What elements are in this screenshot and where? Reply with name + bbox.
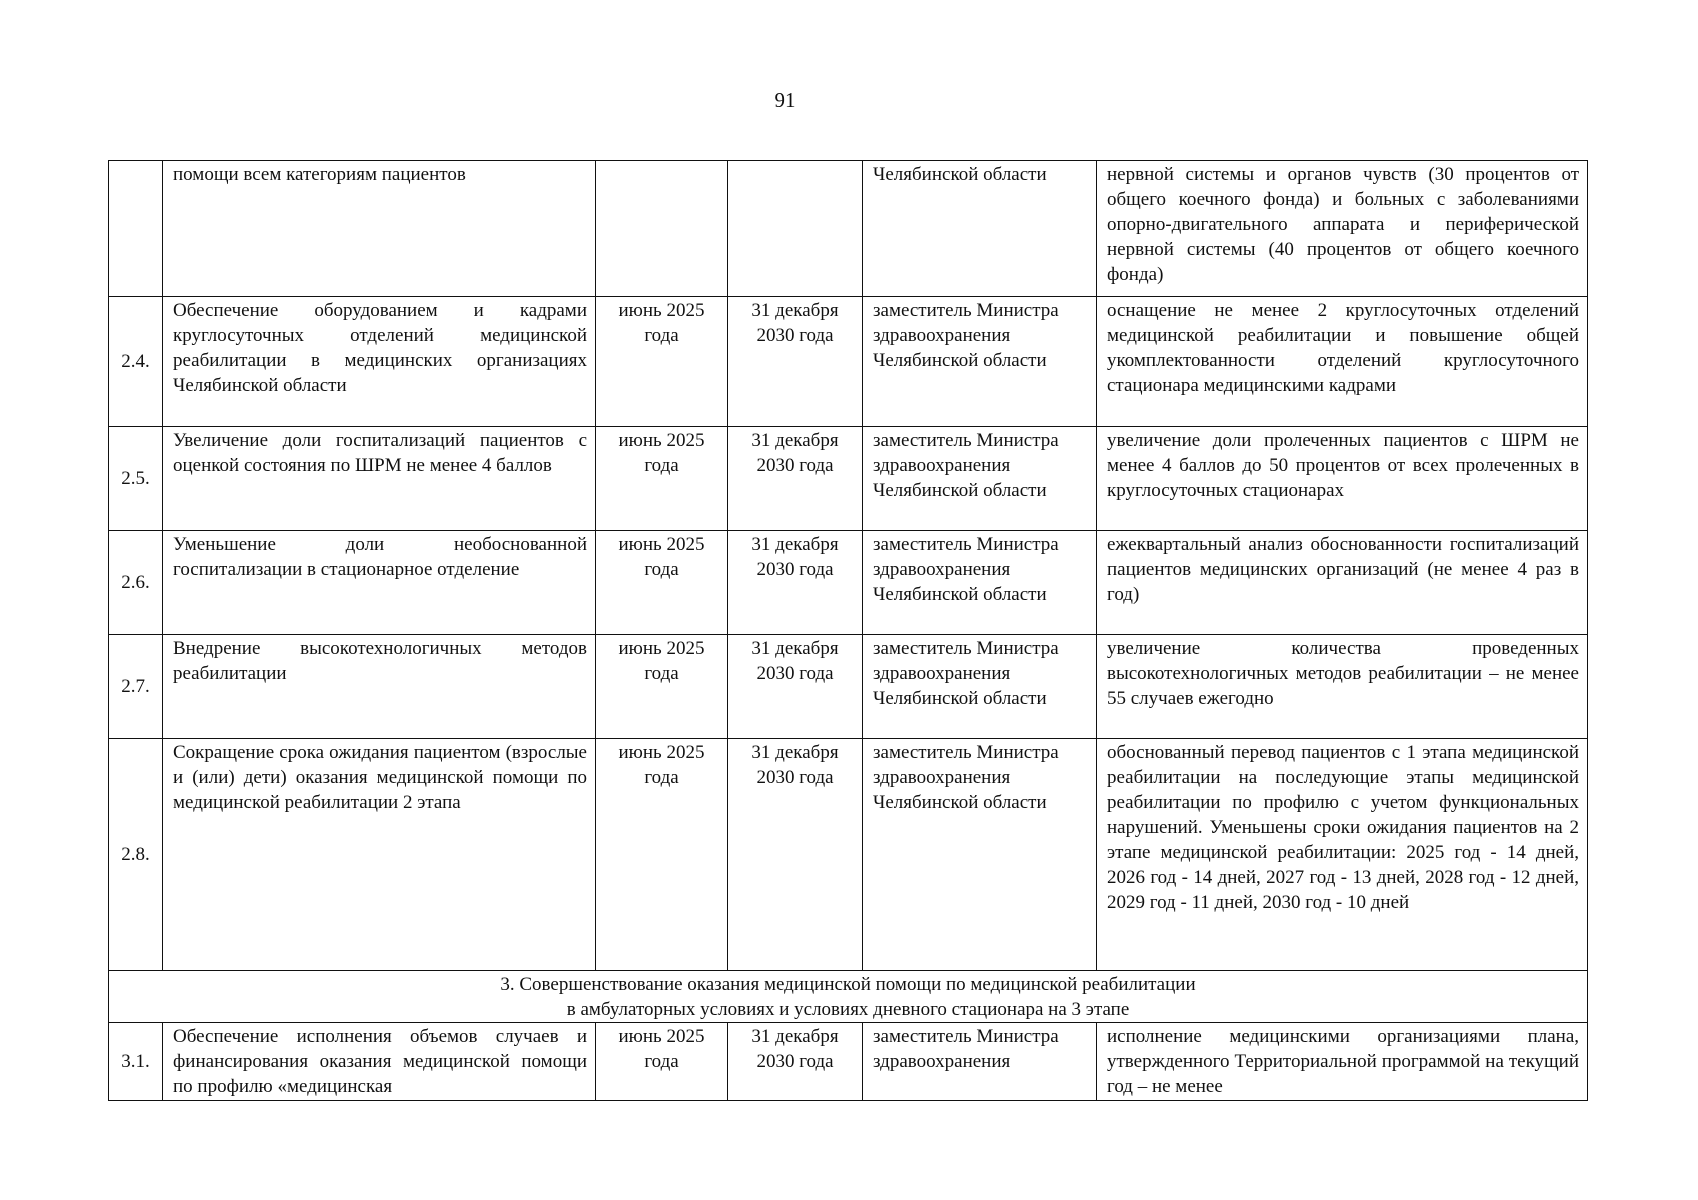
table-row bbox=[109, 739, 1588, 971]
expected-result: нервной системы и органов чувств (30 процентов от общего коечного фонда) и больных с заболеваниями опорно-двигательного аппарата и периферической нервной системы (40 процентов от общего коечного фонда) bbox=[1097, 161, 1588, 297]
start-date: июнь 2025 года bbox=[596, 1023, 728, 1101]
responsible-person: заместитель Министра здравоохранения Челябинской области bbox=[863, 531, 1097, 635]
row-number: 2.7. bbox=[109, 635, 163, 739]
table-row bbox=[109, 635, 1588, 739]
responsible-person: заместитель Министра здравоохранения Челябинской области bbox=[863, 635, 1097, 739]
table-row bbox=[109, 297, 1588, 427]
table-row bbox=[109, 1023, 1588, 1101]
expected-result: обоснованный перевод пациентов с 1 этапа медицинской реабилитации на последующие этапы медицинской реабилитации по профилю с учетом функциональных нарушений. Уменьшены сроки ожидания пациентов на 2 этапе медицинской реабилитации: 2025 год - 14 дней, 2026 год - 14 дней, 2027 год - 13 дней, 2028 год - 12 дней, 2029 год - 11 дней, 2030 год - 10 дней bbox=[1097, 739, 1588, 971]
start-date bbox=[596, 161, 728, 297]
measure-name: Сокращение срока ожидания пациентом (взрослые и (или) дети) оказания медицинской помощи по медицинской реабилитации 2 этапа bbox=[163, 739, 596, 971]
start-date: июнь 2025 года bbox=[596, 635, 728, 739]
end-date bbox=[728, 161, 863, 297]
row-number: 2.8. bbox=[109, 739, 163, 971]
measure-name-text: Обеспечение исполнения объемов случаев и финансирования оказания медицинской помощи по профилю «медицинская bbox=[173, 1026, 587, 1097]
start-date: июнь 2025 года bbox=[596, 297, 728, 427]
row-number: 3.1. bbox=[109, 1023, 163, 1101]
expected-result: увеличение доли пролеченных пациентов с ШРМ не менее 4 баллов до 50 процентов от всех пролеченных в круглосуточных стационарах bbox=[1097, 427, 1588, 531]
row-number: 2.4. bbox=[109, 297, 163, 427]
measure-name: Внедрение высокотехнологичных методов реабилитации bbox=[163, 635, 596, 739]
end-date: 31 декабря 2030 года bbox=[728, 1023, 863, 1101]
measures-table bbox=[108, 160, 1588, 1101]
expected-result-text: исполнение медицинскими организациями плана, утвержденного Территориальной программой на текущий год – не менее bbox=[1107, 1026, 1579, 1097]
expected-result bbox=[1097, 1023, 1588, 1101]
section-heading-line: 3. Совершенствование оказания медицинской помощи по медицинской реабилитации bbox=[500, 974, 1196, 995]
measure-name: Увеличение доли госпитализаций пациентов с оценкой состояния по ШРМ не менее 4 баллов bbox=[163, 427, 596, 531]
table-row bbox=[109, 427, 1588, 531]
start-date: июнь 2025 года bbox=[596, 739, 728, 971]
start-date: июнь 2025 года bbox=[596, 427, 728, 531]
section-heading-line: в амбулаторных условиях и условиях дневного стационара на 3 этапе bbox=[566, 999, 1130, 1020]
end-date: 31 декабря 2030 года bbox=[728, 427, 863, 531]
page-number: 91 bbox=[774, 88, 796, 112]
start-date: июнь 2025 года bbox=[596, 531, 728, 635]
responsible-person: заместитель Министра здравоохранения Челябинской области bbox=[863, 297, 1097, 427]
measure-name: Уменьшение доли необоснованной госпитализации в стационарное отделение bbox=[163, 531, 596, 635]
responsible-person: заместитель Министра здравоохранения Челябинской области bbox=[863, 427, 1097, 531]
table-row bbox=[109, 161, 1588, 297]
section-heading-row bbox=[109, 971, 1588, 1023]
responsible-person: заместитель Министра здравоохранения Челябинской области bbox=[863, 739, 1097, 971]
measure-name bbox=[163, 1023, 596, 1101]
expected-result: ежеквартальный анализ обоснованности госпитализаций пациентов медицинских организаций (не менее 4 раз в год) bbox=[1097, 531, 1588, 635]
row-number: 2.5. bbox=[109, 427, 163, 531]
row-number bbox=[109, 161, 163, 297]
end-date: 31 декабря 2030 года bbox=[728, 635, 863, 739]
expected-result: увеличение количества проведенных высокотехнологичных методов реабилитации – не менее 55 случаев ежегодно bbox=[1097, 635, 1588, 739]
responsible-person bbox=[863, 1023, 1097, 1101]
end-date: 31 декабря 2030 года bbox=[728, 739, 863, 971]
table-row bbox=[109, 531, 1588, 635]
section-heading bbox=[109, 971, 1588, 1023]
end-date: 31 декабря 2030 года bbox=[728, 297, 863, 427]
measure-name: помощи всем категориям пациентов bbox=[163, 161, 596, 297]
row-number: 2.6. bbox=[109, 531, 163, 635]
end-date: 31 декабря 2030 года bbox=[728, 531, 863, 635]
measure-name: Обеспечение оборудованием и кадрами круглосуточных отделений медицинской реабилитации в медицинских организациях Челябинской области bbox=[163, 297, 596, 427]
responsible-person-text: заместитель Министра здравоохранения bbox=[873, 1026, 1059, 1072]
expected-result: оснащение не менее 2 круглосуточных отделений медицинской реабилитации и повышение общей укомплектованности отделений круглосуточного стационара медицинскими кадрами bbox=[1097, 297, 1588, 427]
responsible-person: Челябинской области bbox=[863, 161, 1097, 297]
